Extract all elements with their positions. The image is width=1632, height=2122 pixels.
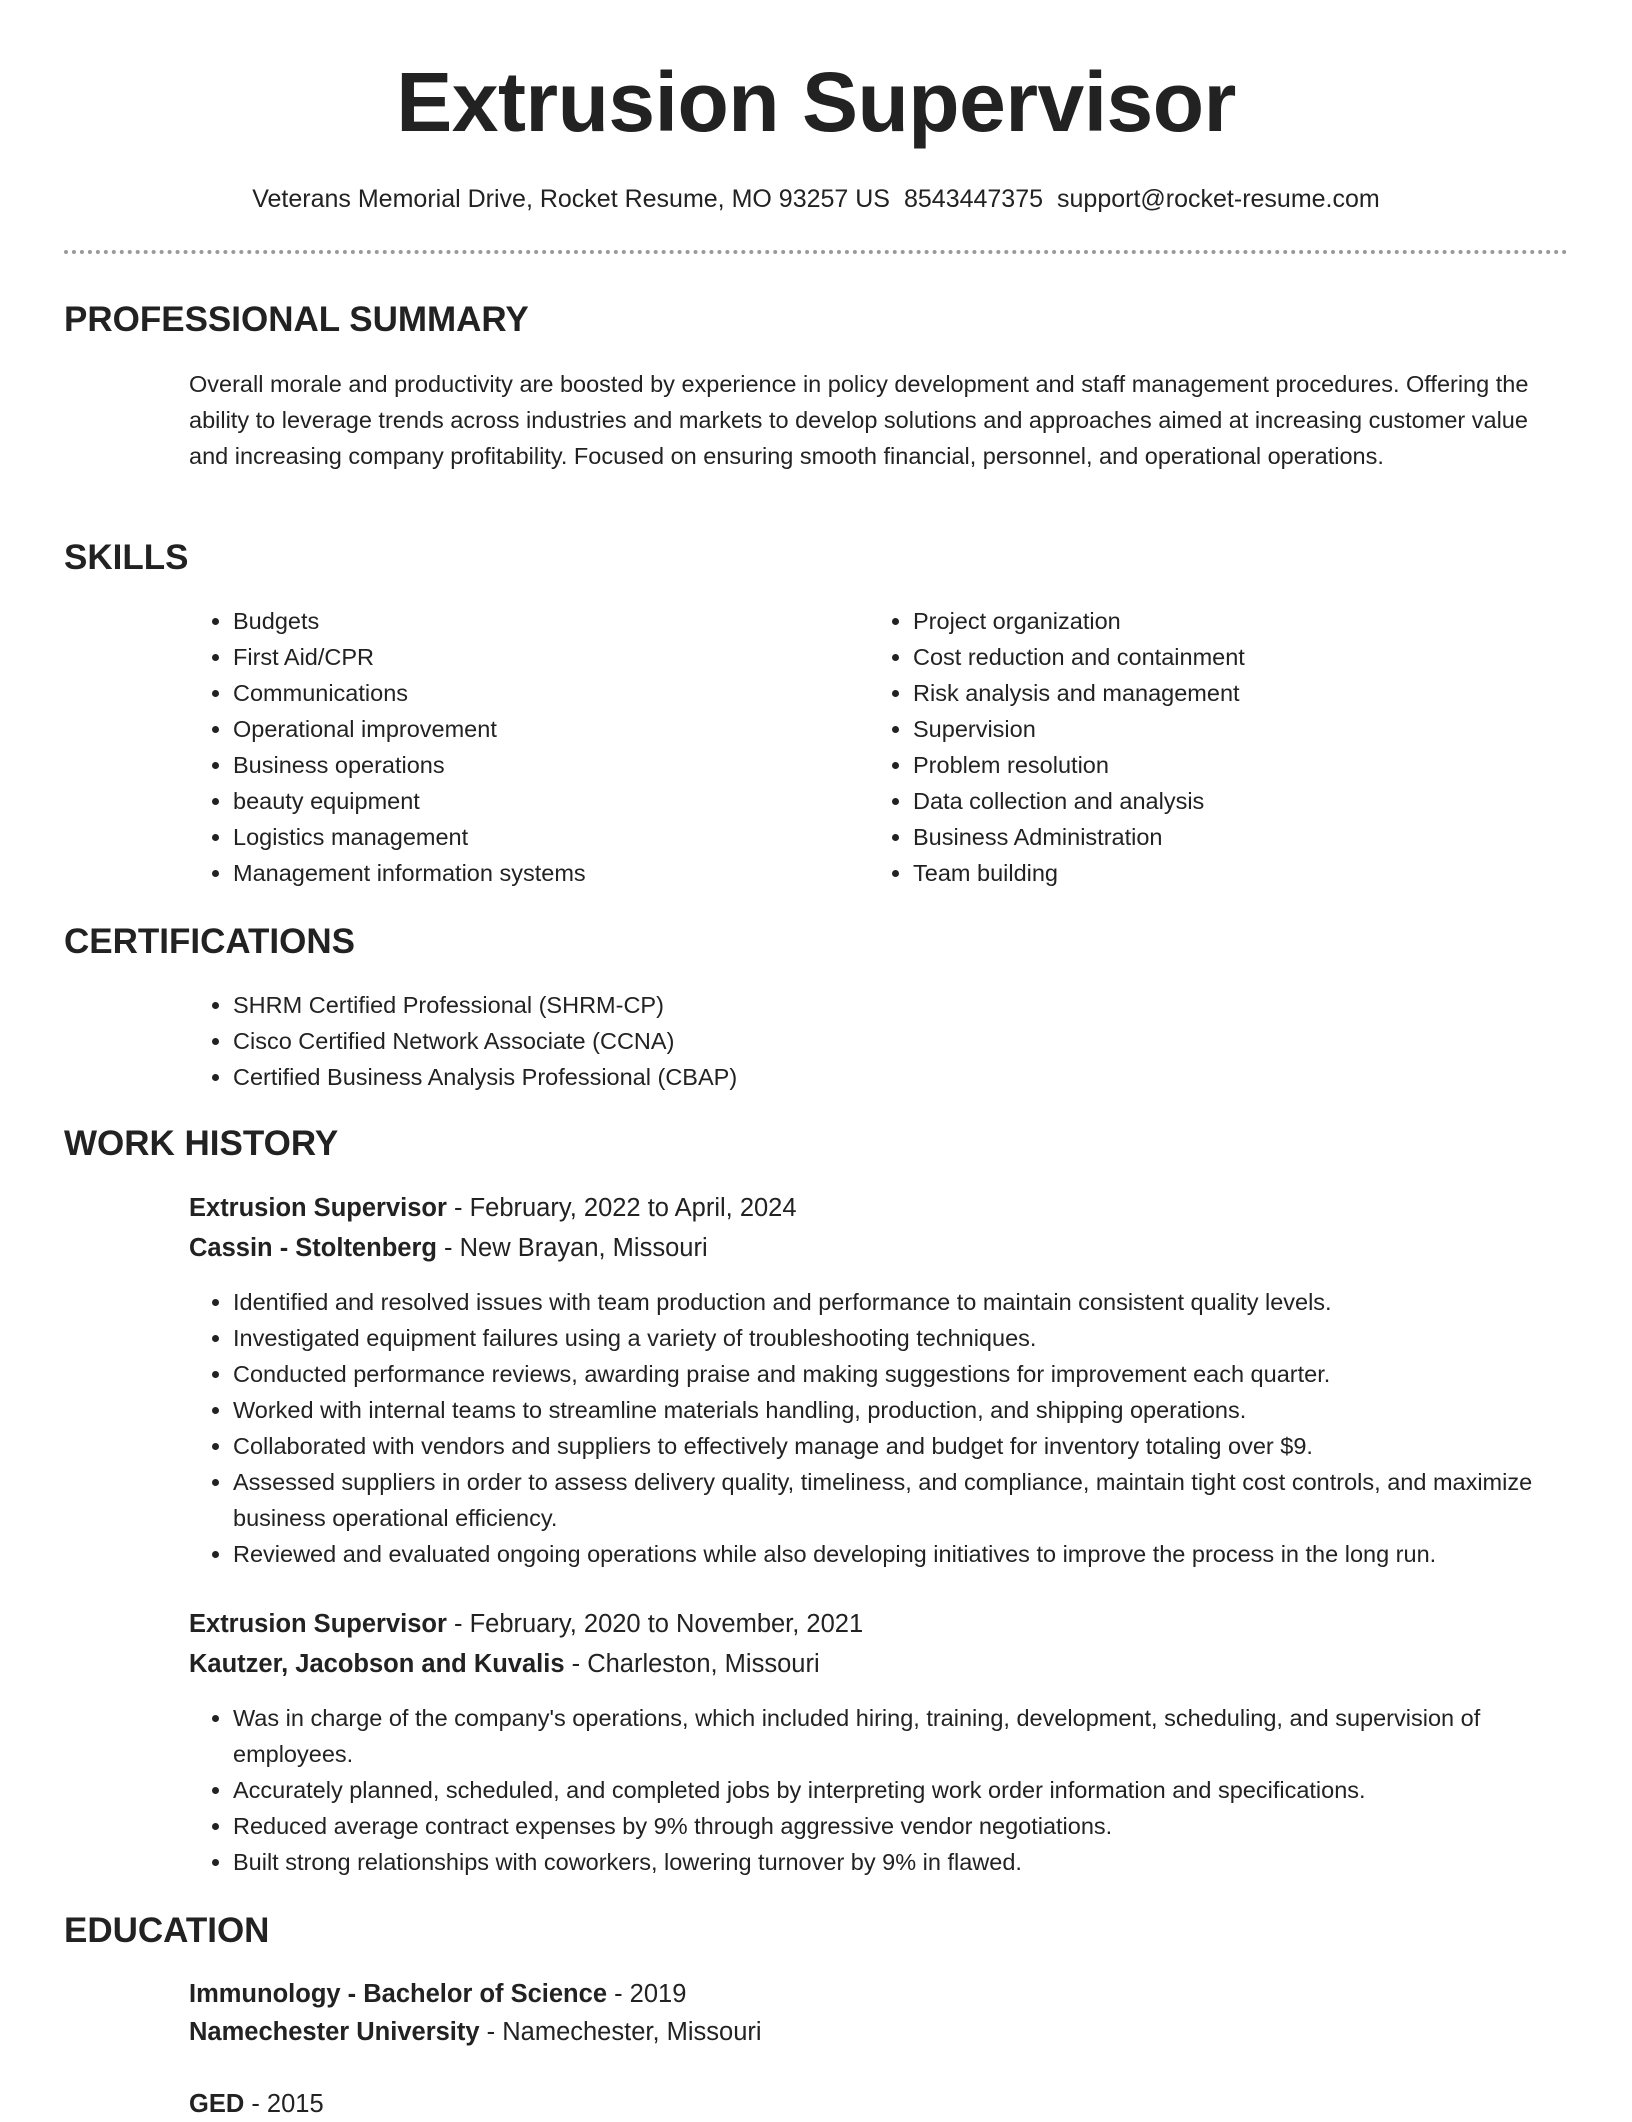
certification-item: • SHRM Certified Professional (SHRM-CP) xyxy=(233,987,1573,1023)
job-company: Kautzer, Jacobson and Kuvalis xyxy=(189,1650,565,1678)
job-bullet: • Accurately planned, scheduled, and completed jobs by interpreting work order information and specifications. xyxy=(233,1772,1573,1808)
job-bullet: • Investigated equipment failures using a variety of troubleshooting techniques. xyxy=(233,1320,1573,1356)
job-bullet: • Worked with internal teams to streamline materials handling, production, and shipping operations. xyxy=(233,1392,1573,1428)
education-school-line xyxy=(189,2014,762,2050)
education-school: Namechester University xyxy=(189,2018,480,2046)
skill-item: • Problem resolution xyxy=(913,747,1553,783)
job-location: - New Brayan, Missouri xyxy=(436,1234,708,1262)
education-degree: GED xyxy=(189,2090,245,2118)
skills-list-left xyxy=(189,603,853,891)
contact-line xyxy=(0,182,1632,216)
summary-heading: PROFESSIONAL SUMMARY xyxy=(64,300,529,339)
job-title: Extrusion Supervisor xyxy=(189,1610,447,1638)
work-history-heading: WORK HISTORY xyxy=(64,1124,339,1163)
skill-item: • Management information systems xyxy=(233,855,853,891)
job-location: - Charleston, Missouri xyxy=(564,1650,820,1678)
skill-item: • Business Administration xyxy=(913,819,1553,855)
skill-item: • Supervision xyxy=(913,711,1553,747)
skill-item: • Risk analysis and management xyxy=(913,675,1553,711)
job-company: Cassin - Stoltenberg xyxy=(189,1234,437,1262)
education-year: - 2015 xyxy=(244,2090,324,2118)
education-heading: EDUCATION xyxy=(64,1911,270,1950)
skill-item: • Budgets xyxy=(233,603,853,639)
education-degree-line xyxy=(189,1976,686,2012)
job-title-line xyxy=(189,1190,797,1226)
job-bullets xyxy=(189,1700,1573,1880)
skills-list-right xyxy=(869,603,1553,891)
contact-address: Veterans Memorial Drive, Rocket Resume, MO 93257 US xyxy=(252,185,890,213)
education-location: - Namechester, Missouri xyxy=(479,2018,762,2046)
job-dates: - February, 2020 to November, 2021 xyxy=(446,1610,864,1638)
skill-item: • Cost reduction and containment xyxy=(913,639,1553,675)
job-bullet: • Assessed suppliers in order to assess delivery quality, timeliness, and compliance, maintain tight cost controls, and maximize business operational efficiency. xyxy=(233,1464,1573,1536)
job-bullets xyxy=(189,1284,1573,1572)
job-bullet: • Was in charge of the company's operations, which included hiring, training, development, scheduling, and supervision of employees. xyxy=(233,1700,1573,1772)
skill-item: • beauty equipment xyxy=(233,783,853,819)
skill-item: • Business operations xyxy=(233,747,853,783)
summary-text: Overall morale and productivity are boosted by experience in policy development and staff management procedures. Offering the ability to leverage trends across industries and markets to develop solutions and approaches aimed at increasing customer value and increasing company profitability. Focused on ensuring smooth financial, personnel, and operational operations. xyxy=(189,371,1529,469)
skill-item: • Team building xyxy=(913,855,1553,891)
skill-item: • Communications xyxy=(233,675,853,711)
certifications-list xyxy=(189,987,1573,1095)
job-company-line xyxy=(189,1646,820,1682)
job-dates: - February, 2022 to April, 2024 xyxy=(446,1194,797,1222)
contact-phone: 8543447375 xyxy=(903,185,1044,213)
job-title: Extrusion Supervisor xyxy=(189,1194,447,1222)
job-bullet: • Identified and resolved issues with team production and performance to maintain consistent quality levels. xyxy=(233,1284,1573,1320)
header-divider xyxy=(64,250,1568,254)
skill-item: • First Aid/CPR xyxy=(233,639,853,675)
job-bullet: • Conducted performance reviews, awarding praise and making suggestions for improvement each quarter. xyxy=(233,1356,1573,1392)
job-bullet: • Collaborated with vendors and suppliers to effectively manage and budget for inventory totaling over $9. xyxy=(233,1428,1573,1464)
contact-email: support@rocket-resume.com xyxy=(1057,185,1380,213)
skill-item: • Operational improvement xyxy=(233,711,853,747)
job-company-line xyxy=(189,1230,708,1266)
certifications-heading: CERTIFICATIONS xyxy=(64,922,356,961)
education-degree: Immunology - Bachelor of Science xyxy=(189,1980,607,2008)
candidate-name: Extrusion Supervisor xyxy=(396,55,1236,149)
job-bullet: • Reviewed and evaluated ongoing operations while also developing initiatives to improve the process in the long run. xyxy=(233,1536,1573,1572)
skill-item: • Data collection and analysis xyxy=(913,783,1553,819)
job-title-line xyxy=(189,1606,863,1642)
education-year: - 2019 xyxy=(607,1980,687,2008)
education-degree-line xyxy=(189,2086,324,2122)
job-bullet: • Built strong relationships with coworkers, lowering turnover by 9% in flawed. xyxy=(233,1844,1573,1880)
certification-item: • Cisco Certified Network Associate (CCNA) xyxy=(233,1023,1573,1059)
job-bullet: • Reduced average contract expenses by 9% through aggressive vendor negotiations. xyxy=(233,1808,1573,1844)
skill-item: • Project organization xyxy=(913,603,1553,639)
skill-item: • Logistics management xyxy=(233,819,853,855)
skills-heading: SKILLS xyxy=(64,538,189,577)
certification-item: • Certified Business Analysis Professional (CBAP) xyxy=(233,1059,1573,1095)
